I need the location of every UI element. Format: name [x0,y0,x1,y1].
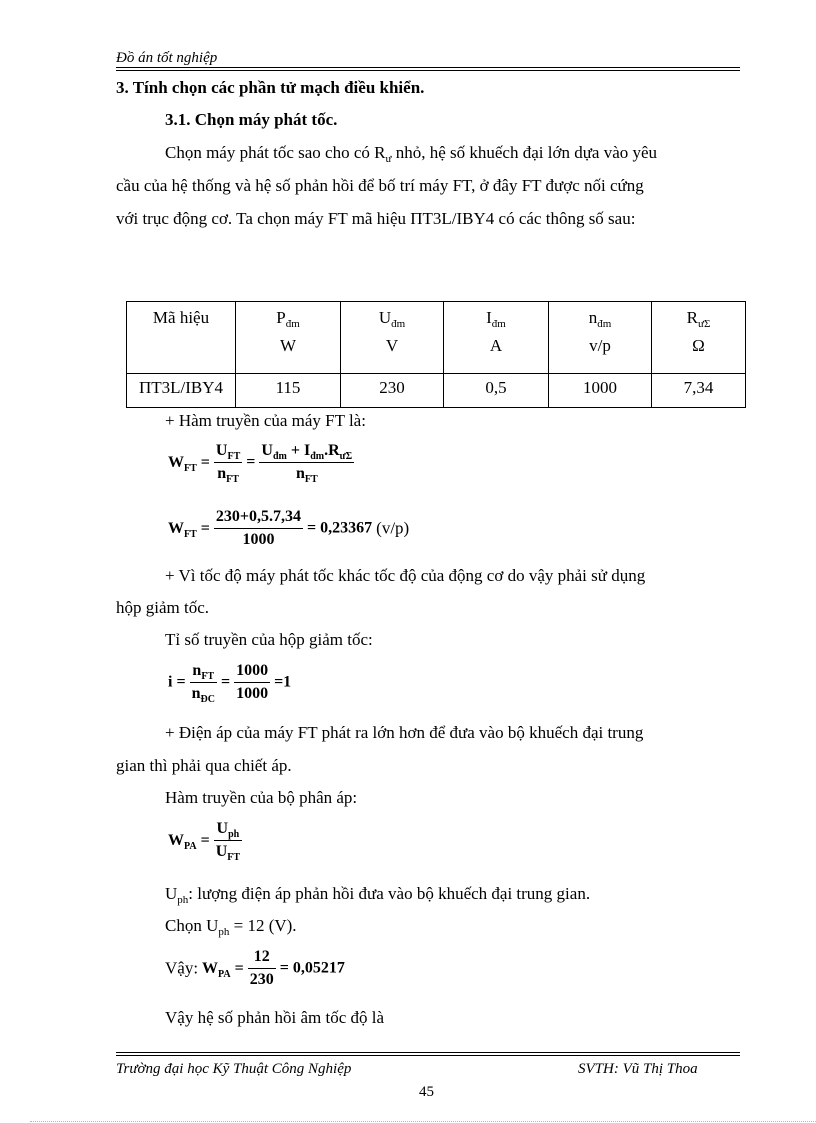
footer-student: SVTH: Vũ Thị Thoa [578,1061,698,1077]
para4-line-1: $U_{ph}$: lượng điện áp phản hồi đưa vào bộ khuếch đại trung gian. [165,884,591,906]
page-edge-dots [30,1121,816,1122]
para2-line-1: + Vì tốc độ máy phát tốc khác tốc độ của động cơ do vậy phải sử dụng [165,566,646,585]
spec-table [126,301,746,408]
header-cell: $U_{đm}$ V [341,302,444,374]
footer-school: Trường đại học Kỹ Thuật Công Nghiệp [116,1061,352,1077]
para4-line-2: Chọn $U_{ph} = 12$ (V). [165,916,297,938]
eq3-intro: Tỉ số truyền của hộp giảm tốc: [165,630,373,649]
intro-line-3: với trục động cơ. Ta chọn máy FT mã hiệu ПТ3L/IBY4 có các thông số sau: [116,209,636,228]
equation-transfer-ft: $W_{FT}$ = $\frac{U_{FT}}{n_{FT}}$ = $\frac{U_{đm} + I_{đm}.R_{ư\Sigma}}{n_{FT}}$ [168,442,353,485]
para3-line-2: gian thì phải qua chiết áp. [116,756,292,775]
equation-gear-ratio: i = $\frac{n_{FT}}{n_{ĐC}}$ = $\frac{1000}{1000}$ =1 [168,662,292,705]
table-cell: 115 [236,374,341,408]
para2-line-2: hộp giảm tốc. [116,598,210,617]
table-header-row [127,302,746,374]
table-cell: 230 [341,374,444,408]
header-cell: Mã hiệu [127,302,236,374]
section-heading: 3. Tính chọn các phần tử mạch điều khiển. [116,78,425,97]
footer-rule [116,1052,740,1053]
table-cell: 1000 [549,374,652,408]
page-number: 45 [419,1084,434,1100]
running-header: Đồ án tốt nghiệp [116,50,218,66]
header-cell: $n_{đm}$ v/p [549,302,652,374]
header-cell: $R_{ư\Sigma}$ Ω [652,302,746,374]
eq4-intro: Hàm truyền của bộ phân áp: [165,788,358,807]
footer-rule-thin [116,1055,740,1056]
equation-ft-value: $W_{FT}$ = $\frac{230+0,5.7,34}{1000}$ = 0,23367 (v/p) [168,508,410,548]
equation-divider: $W_{PA}$ = $\frac{U_{ph}}{U_{FT}}$ [168,820,241,863]
equation-pa-value: Vậy: $W_{PA}$ = $\frac{12}{230}$ = 0,05217 [165,948,345,988]
table-cell: 7,34 [652,374,746,408]
header-rule-thin [116,70,740,71]
closing-line: Vậy hệ số phản hồi âm tốc độ là [165,1008,385,1027]
intro-line-2: cầu của hệ thống và hệ số phản hồi để bố trí máy FT, ở đây FT được nối cứng [116,176,644,195]
table-cell: 0,5 [444,374,549,408]
table-cell: ПТ3L/IBY4 [127,374,236,408]
eq1-intro: + Hàm truyền của máy FT là: [165,411,366,430]
subsection-heading: 3.1. Chọn máy phát tốc. [165,110,338,129]
para3-line-1: + Điện áp của máy FT phát ra lớn hơn để đưa vào bộ khuếch đại trung [165,723,644,742]
header-rule [116,67,740,68]
table-row [127,374,746,408]
header-cell: $I_{đm}$ A [444,302,549,374]
header-cell: $P_{đm}$ W [236,302,341,374]
intro-line-1: Chọn máy phát tốc sao cho có $R_ư$ nhỏ, hệ số khuếch đại lớn dựa vào yêu [165,143,658,165]
